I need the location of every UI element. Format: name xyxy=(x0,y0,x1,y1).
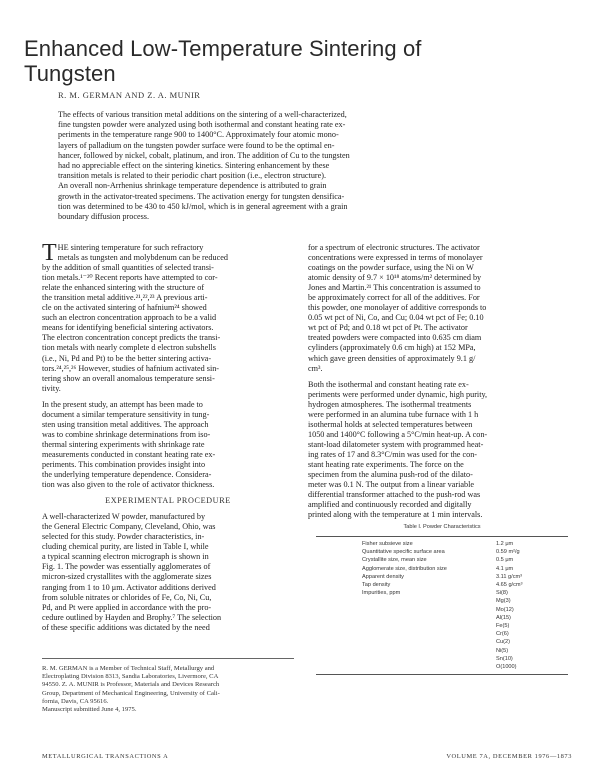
table-cell-label: Impurities, ppm xyxy=(362,590,401,597)
table-cell-label: Fisher subsieve size xyxy=(362,541,413,547)
text-line: cylinders (approximately 0.6 cm high) at 152 MPa, xyxy=(308,343,476,353)
authors: R. M. GERMAN AND Z. A. MUNIR xyxy=(58,90,201,100)
text-line: cluding chemical purity, are listed in Table I, while xyxy=(42,542,209,552)
table-row xyxy=(316,540,568,548)
text-line: wt pct of Pd; and 0.18 wt pct of Pt. The activator xyxy=(308,323,468,333)
text-line: the transition metal additive.²¹,²²,²³ A previous arti- xyxy=(42,293,208,303)
table-cell-value: Al(15) xyxy=(496,614,511,621)
table-bottom-rule xyxy=(316,674,568,675)
table-row xyxy=(316,606,568,614)
text-line: Pd, and Pt were applied in accordance with the pro- xyxy=(42,602,212,612)
text-line: hydrogen atmospheres. The isothermal treatments xyxy=(308,399,472,409)
table-cell-label: Tap density xyxy=(362,582,391,589)
text-line: printed along with the temperature at 1 min intervals. xyxy=(308,510,483,520)
text-line: stant heating rate experiments. The force on the xyxy=(308,459,464,469)
text-line: differential transformer attached to the push-rod was xyxy=(308,490,481,500)
table-cell-value: Cr(6) xyxy=(496,631,509,638)
text-line: which gave green densities of approximately 9.1 g/ xyxy=(308,353,476,363)
table-row xyxy=(316,573,568,581)
text-line: concentrations were expressed in terms of monolayer xyxy=(308,253,483,263)
table-cell-value: Cu(2) xyxy=(496,639,510,646)
text-line: cm³. xyxy=(308,363,323,373)
table-row xyxy=(316,655,568,663)
table-row xyxy=(316,589,568,597)
text-line: the General Electric Company, Cleveland, Ohio, was xyxy=(42,522,216,532)
table-cell-label xyxy=(316,606,362,614)
abstract-line: The effects of various transition metal additions on the sintering of a well-characterized, xyxy=(58,110,347,119)
footnote-line: Group, Department of Mechanical Engineering, University of Cali- xyxy=(42,689,220,697)
table-cell-label: Crystallite size, mean size xyxy=(362,557,427,564)
text-line: sten using transition metal additives. The approach xyxy=(42,419,209,429)
table-row xyxy=(316,630,568,638)
abstract-line: boundary diffusion process. xyxy=(58,212,150,222)
text-line: isothermal holds at selected temperatures between xyxy=(308,419,473,429)
experiments-paragraph xyxy=(308,380,570,521)
text-line: micron-sized crystallites with the agglomerate sizes xyxy=(42,572,212,582)
table-cell-value: Ni(5) xyxy=(496,647,509,654)
text-line: this powder, one monolayer of additive corresponds to xyxy=(308,303,487,313)
table-row xyxy=(316,565,568,573)
text-line: periments. This combination provides insight into xyxy=(42,459,206,469)
volume-page: VOLUME 7A, DECEMBER 1976—1873 xyxy=(446,753,572,760)
text-line: thermal sintering experiments with shrinkage rate xyxy=(42,439,205,449)
text-line: specimen from the alumina push-rod of the dilato- xyxy=(308,470,473,480)
text-line: coatings on the powder surface, using the Ni on W xyxy=(308,263,474,273)
powder-characteristics-table xyxy=(316,524,568,675)
page-footer xyxy=(42,753,572,760)
table-cell-label xyxy=(316,622,362,630)
table-cell-value: 4.1 μm xyxy=(496,565,514,572)
abstract-line: An overall non-Arrhenius shrinkage temperature dependence is attributed to grain xyxy=(58,181,327,191)
title-line: Tungsten xyxy=(24,61,116,86)
section-heading: EXPERIMENTAL PROCEDURE xyxy=(105,496,231,506)
abstract-line: hancer, followed by nickel, cobalt, platinum, and iron. The addition of Cu to the tungsten xyxy=(58,150,350,160)
intro-paragraph xyxy=(42,240,294,394)
table-cell-value: O(1000) xyxy=(496,664,517,671)
text-line: (i.e., Ni, Pd and Pt) to be the better sintering activa- xyxy=(42,353,212,363)
text-line: In the present study, an attempt has been made to xyxy=(42,399,203,409)
abstract-line: transition metals is related to their periodic chart position (i.e., electron structure). xyxy=(58,171,327,181)
text-line: ranging from 1 to 10 μm. Activator additions derived xyxy=(42,582,216,592)
table-cell-label xyxy=(316,647,362,655)
table-title: Table I. Powder Characteristics xyxy=(403,524,481,530)
text-line: of these specific additions was dictated by the need xyxy=(42,622,210,632)
table-cell-label xyxy=(316,630,362,638)
abstract-line: fine tungsten powder were analyzed using both isothermal and constant heating rate ex- xyxy=(58,120,346,130)
abstract-line: had no appreciable effect on the sintering kinetics. Sintering enhancement by these xyxy=(58,161,330,171)
table-cell-label: Agglomerate size, distribution size xyxy=(362,565,447,572)
text-line: be approximately correct for all of the additives. For xyxy=(308,293,480,303)
footnote-line: Electroplating Division 8313, Sandia Laboratories, Livermore, CA xyxy=(42,673,219,681)
footnote-line: Manuscript submitted June 4, 1975. xyxy=(42,706,137,714)
table-cell-label xyxy=(316,655,362,663)
table-cell-label xyxy=(316,638,362,646)
text-line: 0.05 wt pct of Ni, Co, and Cu; 0.04 wt pct of Fe; 0.10 xyxy=(308,313,484,323)
text-line: tion metals.¹⁻²⁰ Recent reports have attempted to cor- xyxy=(42,273,218,283)
text-line: tion was also given to the role of activator thickness. xyxy=(42,480,215,490)
table-cell-label: Apparent density xyxy=(362,573,404,580)
text-line: amplified and continuously recorded and digitally xyxy=(308,500,472,510)
abstract-line: growth in the activator-treated specimens. The activation energy for tungsten densifica- xyxy=(58,191,345,201)
abstract-line: periments in the temperature range 900 to 1400°C. Approximately four atomic mono- xyxy=(58,130,339,140)
journal-name: METALLURGICAL TRANSACTIONS A xyxy=(42,753,169,760)
table-cell-value: Fe(5) xyxy=(496,623,510,630)
table-cell-label xyxy=(316,614,362,622)
text-line: ing rates of 17 and 8.3°C/min was used for the con- xyxy=(308,449,478,459)
text-line: the underlying temperature dependence. Considera- xyxy=(42,470,212,480)
text-line: tering show an overall anomalous temperature sensi- xyxy=(42,373,215,383)
table-row xyxy=(316,647,568,655)
text-line: Jones and Martin.²¹ This concentration is assumed to xyxy=(308,283,481,293)
table-row xyxy=(316,638,568,646)
text-line: cedure outlined by Hayden and Brophy.⁷ The selection xyxy=(42,612,222,622)
text-line: were performed in an alumina tube furnace with 1 h xyxy=(308,409,479,419)
text-line: relate the enhanced sintering with the structure of xyxy=(42,283,205,293)
text-line: treated powders were compacted into 0.635 cm diam xyxy=(308,333,482,343)
text-line: periments were performed under dynamic, high purity, xyxy=(308,389,488,399)
text-line: Both the isothermal and constant heating rate ex- xyxy=(308,379,469,389)
footnote-line: fornia, Davis, CA 95616. xyxy=(42,697,109,705)
table-row xyxy=(316,663,568,671)
text-line: tion metals with nearly complete d electron subshells xyxy=(42,343,216,353)
abstract xyxy=(58,110,548,222)
table-row xyxy=(316,614,568,622)
text-line: stant-load dilatometer system with programmed heat- xyxy=(308,439,484,449)
table-cell-value: Mg(3) xyxy=(496,598,511,605)
text-line: cle on the activated sintering of hafnium²⁴ showed xyxy=(42,303,207,313)
abstract-line: layers of palladium on the tungsten powder surface were found to be the optimal en- xyxy=(58,140,335,150)
text-line: measurements conducted in constant heating rate ex- xyxy=(42,449,216,459)
study-paragraph xyxy=(42,400,294,490)
text-line: such an electron concentration approach to be a valid xyxy=(42,313,217,323)
table-cell-value: 1.2 μm xyxy=(496,541,514,547)
table-cell-value: Sn(10) xyxy=(496,655,513,662)
table-cell-label xyxy=(316,663,362,671)
drop-cap: T xyxy=(42,240,57,266)
table-cell-value: Si(8) xyxy=(496,590,508,597)
table-top-rule xyxy=(316,536,568,537)
text-line: a typical scanning electron micrograph is shown in xyxy=(42,552,209,562)
paper-title xyxy=(24,36,584,86)
right-column xyxy=(308,243,570,520)
text-line: HE sintering temperature for such refractory xyxy=(57,243,204,252)
table-cell-value: 0.59 m²/g xyxy=(496,549,520,556)
footnote-line: R. M. GERMAN is a Member of Technical Staff, Metallurgy and xyxy=(42,665,215,672)
procedure-paragraph xyxy=(42,512,294,633)
text-line: tivity. xyxy=(42,383,61,393)
table-row xyxy=(316,622,568,630)
table-row xyxy=(316,581,568,589)
text-line: The electron concentration concept predicts the transi- xyxy=(42,333,221,343)
table-row xyxy=(316,548,568,556)
text-line: Fig. 1. The powder was essentially agglomerates of xyxy=(42,562,211,572)
text-line: by the addition of small quantities of selected transi- xyxy=(42,263,214,273)
text-line: meter was 0.1 N. The output from a linear variable xyxy=(308,480,475,490)
table-cell-value: 4.65 g/cm³ xyxy=(496,582,523,589)
title-line: Enhanced Low-Temperature Sintering of xyxy=(24,36,422,61)
table-cell-value: 3.11 g/cm³ xyxy=(496,573,523,580)
text-line: 1050 and 1400°C following a 5°C/min heat-up. A con- xyxy=(308,429,488,439)
table-cell-label: Quantitative specific surface area xyxy=(362,549,445,556)
activator-paragraph xyxy=(308,243,570,374)
text-line: atomic density of 9.7 × 10¹⁸ atoms/m² determined by xyxy=(308,273,482,283)
footnotes xyxy=(42,658,294,714)
text-line: from soluble nitrates or chlorides of Fe, Co, Ni, Cu, xyxy=(42,592,212,602)
text-line: document a similar temperature sensitivity in tung- xyxy=(42,409,210,419)
text-line: means for identifying beneficial sintering activators. xyxy=(42,323,214,333)
text-line: A well-characterized W powder, manufactured by xyxy=(42,512,206,522)
table-row xyxy=(316,597,568,605)
text-line: metals as tungsten and molybdenum can be reduced xyxy=(57,253,228,263)
abstract-line: tion was determined to be 430 to 450 kJ/mol, which is in general agreement with a grain xyxy=(58,201,348,211)
table-cell-value: 0.5 μm xyxy=(496,557,514,564)
text-line: was to combine shrinkage determinations from iso- xyxy=(42,429,211,439)
text-line: tors.²⁴,²⁵,²⁶ However, studies of hafnium activated sin- xyxy=(42,363,220,373)
left-column xyxy=(42,240,294,633)
text-line: selected for this study. Powder characteristics, in- xyxy=(42,532,205,542)
table-cell-label xyxy=(316,597,362,605)
table-cell-value: Mo(12) xyxy=(496,606,514,613)
footnote-line: 94550. Z. A. MUNIR is Professor, Materials and Devices Research xyxy=(42,681,220,689)
text-line: for a spectrum of electronic structures. The activator xyxy=(308,243,480,252)
table-row xyxy=(316,556,568,564)
